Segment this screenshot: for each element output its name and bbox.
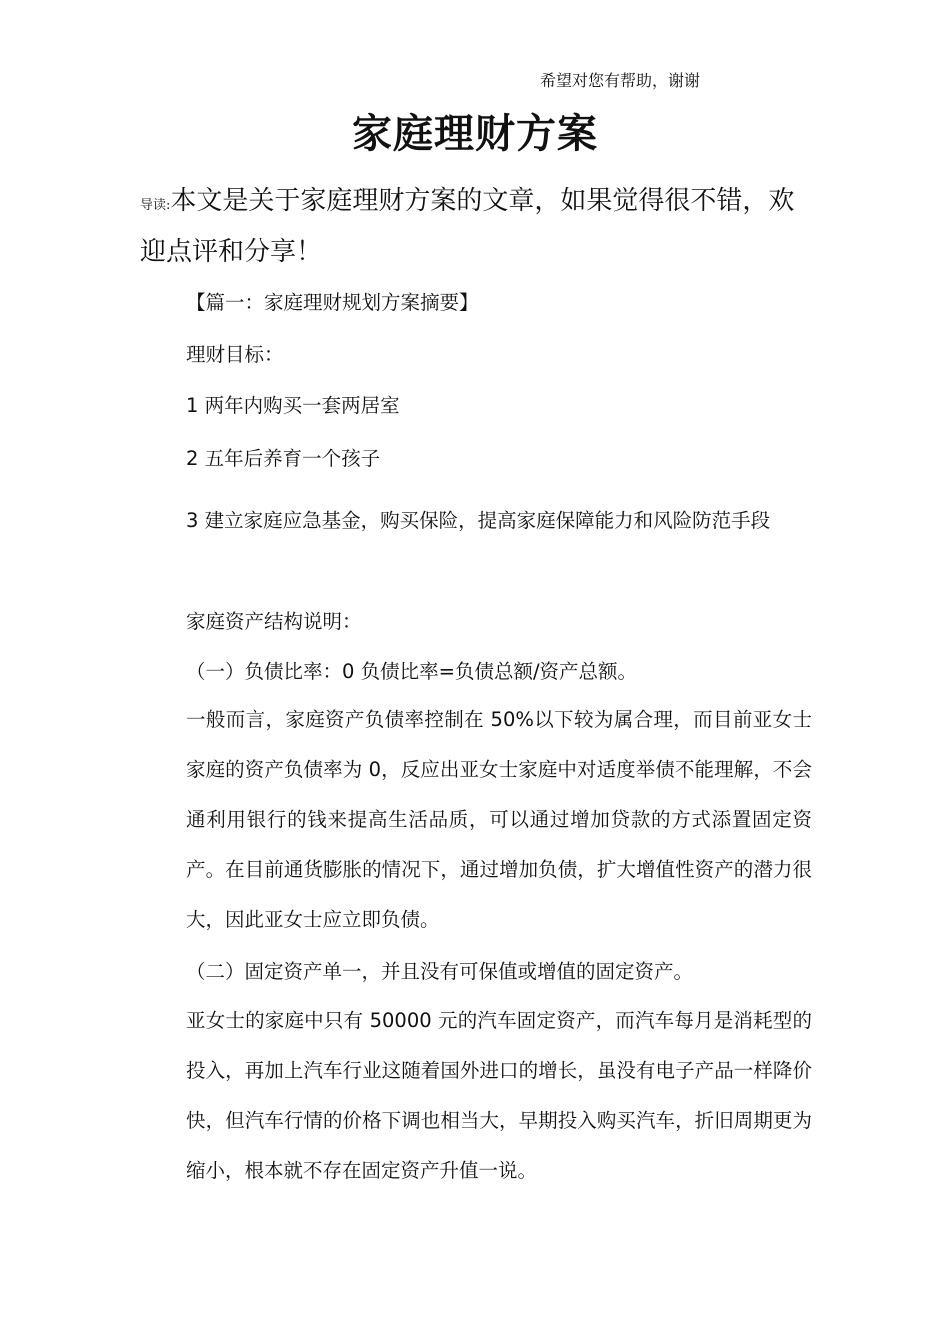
goal-item: 2 五年后养育一个孩子 xyxy=(186,447,381,470)
goals-label: 理财目标： xyxy=(186,343,284,366)
document-title: 家庭理财方案 xyxy=(352,111,598,157)
intro-label: 导读: xyxy=(140,198,171,213)
goal-item: 3 建立家庭应急基金，购买保险，提高家庭保障能力和风险防范手段 xyxy=(186,509,771,532)
point1-heading: （一）负债比率：0 负债比率=负债总额/资产总额。 xyxy=(186,660,638,683)
structure-label: 家庭资产结构说明： xyxy=(186,610,362,633)
header-note: 希望对您有帮助，谢谢 xyxy=(539,71,700,90)
section-title: 【篇一：家庭理财规划方案摘要】 xyxy=(186,291,479,314)
point2-heading: （二）固定资产单一，并且没有可保值或增值的固定资产。 xyxy=(186,960,694,983)
intro-paragraph xyxy=(140,178,812,276)
point2-body: 亚女士的家庭中只有 50000 元的汽车固定资产，而汽车每月是消耗型的投入，再加上汽车行业这随着国外进口的增长，虽没有电子产品一样降价快，但汽车行情的价格下调也相当大，早期投入购买汽车，折旧周期更为缩小，根本就不存在固定资产升值一说。 xyxy=(186,1009,812,1182)
goal-item: 1 两年内购买一套两居室 xyxy=(186,394,400,417)
point1-body: 一般而言，家庭资产负债率控制在 50%以下较为属合理，而目前亚女士家庭的资产负债率为 0，反应出亚女士家庭中对适度举债不能理解，不会通利用银行的钱来提高生活品质，可以通过增加贷款的方式添置固定资产。在目前通货膨胀的情况下，通过增加负债，扩大增值性资产的潜力很大，因此亚女士应立即负债。 xyxy=(186,708,812,931)
intro-text: 本文是关于家庭理财方案的文章，如果觉得很不错，欢迎点评和分享！ xyxy=(140,186,795,267)
